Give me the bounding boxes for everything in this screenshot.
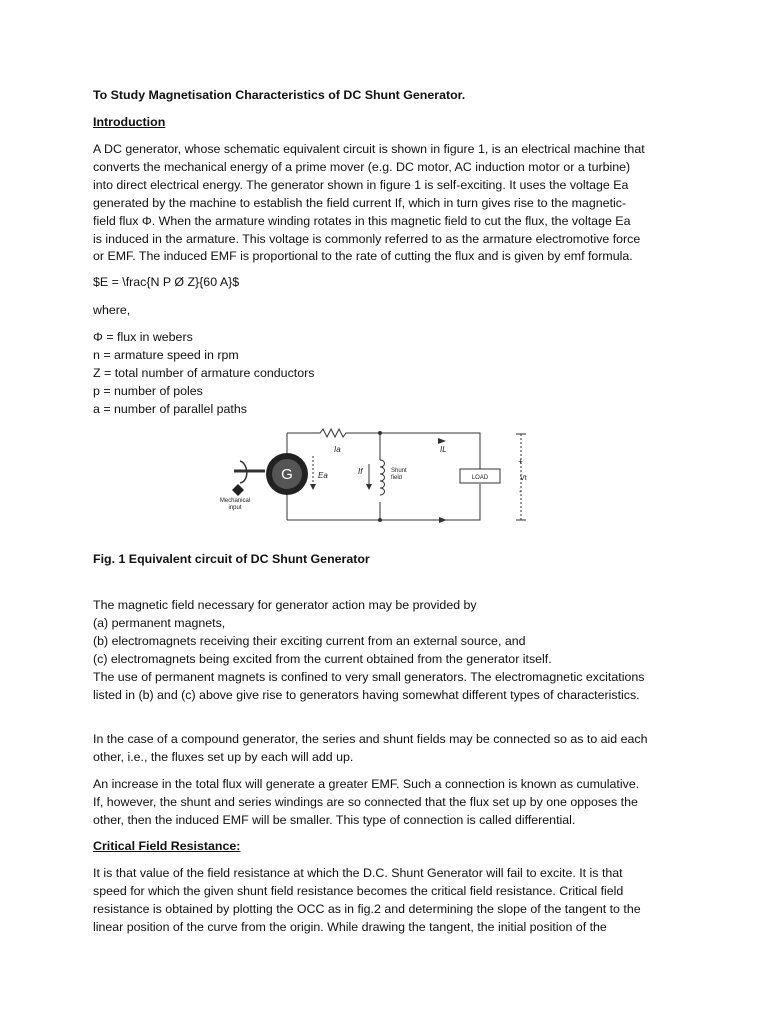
text-line: is induced in the armature. This voltage is commonly referred to as the armature electromotive force — [93, 231, 641, 246]
text-line: If, however, the shunt and series windings are so connected that the flux set up by one opposes the — [93, 794, 638, 809]
text-line: An increase in the total flux will generate a greater EMF. Such a connection is known as cumulative. — [93, 777, 640, 791]
introduction-heading: Introduction — [93, 115, 166, 129]
text-line: resistance is obtained by plotting the OCC as in fig.2 and determining the slope of the tangent to the — [93, 901, 641, 916]
cumulative-paragraph — [93, 776, 683, 830]
where-label: where, — [93, 303, 131, 317]
mechanical-input-label: input — [228, 505, 242, 511]
text-line: speed for which the given shunt field resistance becomes the critical field resistance. Critical field — [93, 883, 624, 898]
generator-label: G — [281, 466, 293, 483]
variable-item: Φ = flux in webers — [93, 330, 193, 344]
critical-resistance-heading: Critical Field Resistance: — [93, 839, 241, 853]
circuit-figure — [210, 426, 540, 526]
shunt-generator-circuit — [210, 426, 540, 526]
minus-sign: - — [519, 487, 522, 496]
critical-resistance-paragraph — [93, 865, 683, 937]
text-line: into direct electrical energy. The generator shown in figure 1 is self-exciting. It uses the voltage Ea — [93, 177, 629, 192]
emf-formula: $E = \frac{N P Ø Z}{60 A}$ — [93, 275, 240, 289]
text-line: field flux Φ. When the armature winding rotates in this magnetic field to cut the flux, the voltage Ea — [93, 213, 631, 228]
text-line: (b) electromagnets receiving their exciting current from an external source, and — [93, 633, 526, 648]
text-line: generated by the machine to establish the field current If, which in turn gives rise to the magnetic- — [93, 195, 627, 210]
variable-item: p = number of poles — [93, 383, 203, 398]
text-line: (a) permanent magnets, — [93, 615, 226, 630]
compound-paragraph — [93, 731, 683, 767]
terminal-voltage-label: Vt — [520, 475, 527, 482]
text-line: or EMF. The induced EMF is proportional to the rate of cutting the flux and is given by emf formula. — [93, 249, 633, 264]
text-line: A DC generator, whose schematic equivalent circuit is shown in figure 1, is an electrical machine that — [93, 142, 645, 156]
variable-item: Z = total number of armature conductors — [93, 365, 315, 380]
text-line: In the case of a compound generator, the series and shunt fields may be connected so as to aid each — [93, 732, 648, 746]
load-current-label: IL — [440, 445, 447, 454]
text-line: The use of permanent magnets is confined to very small generators. The electromagnetic excitations — [93, 669, 645, 684]
load-label: LOAD — [471, 475, 489, 481]
text-line: other, i.e., the fluxes set up by each will add up. — [93, 749, 354, 764]
shunt-field-label: field — [391, 475, 403, 481]
text-line: The magnetic field necessary for generator action may be provided by — [93, 598, 477, 612]
ea-label: Ea — [318, 471, 328, 480]
text-line: (c) electromagnets being excited from the current obtained from the generator itself. — [93, 651, 552, 666]
figure-caption: Fig. 1 Equivalent circuit of DC Shunt Generator — [93, 552, 370, 566]
text-line: listed in (b) and (c) above give rise to generators having somewhat different types of characteristics. — [93, 687, 640, 702]
introduction-paragraph — [93, 141, 683, 266]
shunt-field-label: Shunt — [391, 468, 407, 474]
excitation-paragraph — [93, 597, 683, 704]
variable-list — [93, 329, 683, 419]
text-line: linear position of the curve from the origin. While drawing the tangent, the initial position of the — [93, 919, 607, 934]
armature-current-label: Ia — [334, 445, 341, 454]
variable-item: a = number of parallel paths — [93, 401, 247, 416]
text-line: It is that value of the field resistance at which the D.C. Shunt Generator will fail to excite. It is that — [93, 866, 623, 880]
variable-item: n = armature speed in rpm — [93, 347, 239, 362]
field-current-label: If — [358, 467, 363, 476]
document-title: To Study Magnetisation Characteristics of DC Shunt Generator. — [93, 88, 466, 102]
text-line: other, then the induced EMF will be smaller. This type of connection is called differential. — [93, 812, 576, 827]
text-line: converts the mechanical energy of a prime mover (e.g. DC motor, AC induction motor or a turbine) — [93, 159, 631, 174]
plus-sign: + — [518, 457, 523, 466]
mechanical-input-label: Mechanical — [219, 498, 251, 504]
